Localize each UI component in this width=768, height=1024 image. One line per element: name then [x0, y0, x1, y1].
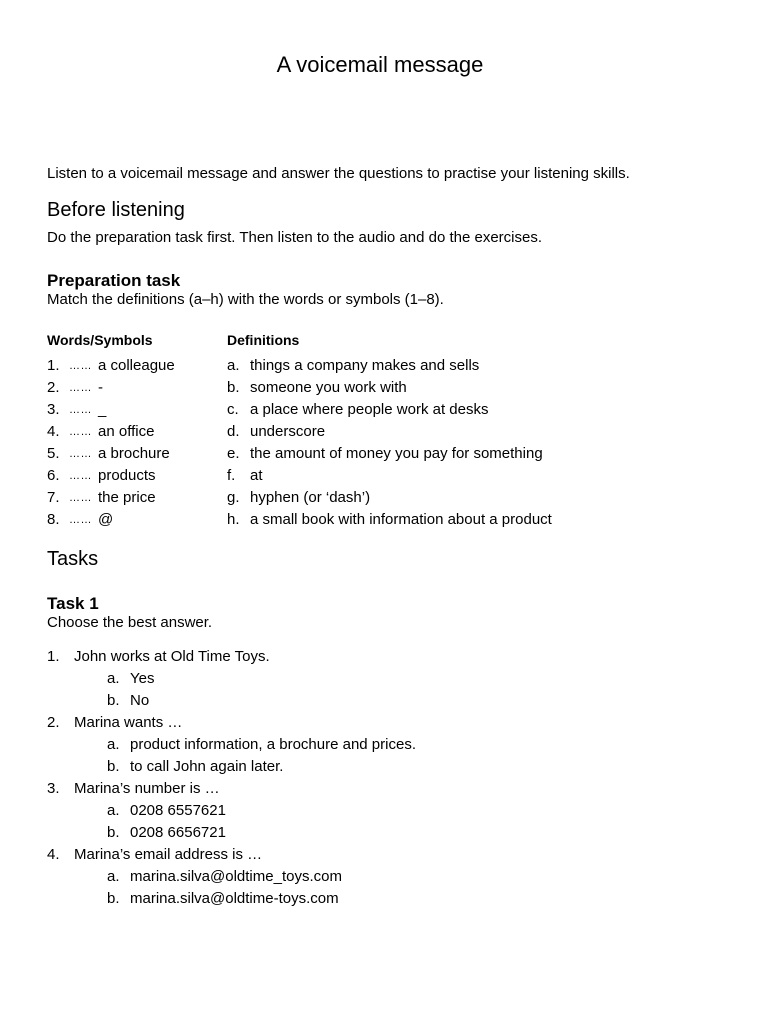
preparation-task-heading: Preparation task	[47, 271, 181, 290]
answer-option	[47, 866, 727, 888]
match-row	[47, 509, 727, 531]
answer-blank: ……	[69, 448, 92, 460]
option-letter: b.	[107, 758, 120, 775]
match-row	[47, 355, 727, 377]
question-item	[47, 844, 727, 866]
before-listening-heading: Before listening	[47, 199, 185, 221]
word-or-symbol: the price	[98, 489, 156, 506]
question-text: Marina’s number is …	[74, 780, 220, 797]
question-item	[47, 778, 727, 800]
word-number: 7.	[47, 489, 60, 506]
answer-option	[47, 734, 727, 756]
definition-letter: a.	[227, 357, 240, 374]
word-number: 6.	[47, 467, 60, 484]
answer-option	[47, 800, 727, 822]
answer-option	[47, 690, 727, 712]
option-letter: a.	[107, 868, 120, 885]
option-text: marina.silva@oldtime-toys.com	[130, 890, 339, 907]
definition-text: underscore	[250, 423, 326, 440]
match-row	[47, 399, 727, 421]
question-text: Marina wants …	[74, 714, 183, 731]
page-title: A voicemail message	[276, 52, 484, 77]
match-row	[47, 487, 727, 509]
answer-blank: ……	[69, 514, 92, 526]
option-letter: a.	[107, 736, 120, 753]
answer-blank: ……	[69, 426, 92, 438]
option-text: No	[130, 692, 150, 709]
option-letter: a.	[107, 670, 120, 687]
definition-letter: f.	[227, 467, 236, 484]
answer-blank: ……	[69, 470, 92, 482]
definitions-column-header: Definitions	[227, 332, 300, 348]
question-number: 2.	[47, 714, 60, 731]
task1-heading: Task 1	[47, 594, 99, 613]
word-number: 1.	[47, 357, 60, 374]
definition-text: things a company makes and sells	[250, 357, 480, 374]
definition-letter: c.	[227, 401, 239, 418]
match-row	[47, 421, 727, 443]
option-text: 0208 6656721	[130, 824, 226, 841]
answer-option	[47, 888, 727, 910]
word-or-symbol: a brochure	[98, 445, 170, 462]
option-text: marina.silva@oldtime_toys.com	[130, 868, 342, 885]
tasks-heading: Tasks	[47, 548, 99, 570]
option-letter: b.	[107, 824, 120, 841]
match-row	[47, 465, 727, 487]
question-number: 3.	[47, 780, 60, 797]
definition-text: hyphen (or ‘dash’)	[250, 489, 371, 506]
definition-letter: d.	[227, 423, 240, 440]
answer-blank: ……	[69, 360, 92, 372]
word-or-symbol: products	[98, 467, 156, 484]
definition-text: the amount of money you pay for something	[250, 445, 543, 462]
definition-letter: g.	[227, 489, 240, 506]
answer-blank: ……	[69, 404, 92, 416]
match-row	[47, 443, 727, 465]
answer-option	[47, 668, 727, 690]
answer-option	[47, 822, 727, 844]
preparation-task-instruction: Match the definitions (a–h) with the words or symbols (1–8).	[47, 291, 444, 308]
before-listening-text: Do the preparation task first. Then listen to the audio and do the exercises.	[47, 229, 543, 246]
definition-letter: e.	[227, 445, 240, 462]
definition-text: someone you work with	[250, 379, 407, 396]
option-letter: b.	[107, 692, 120, 709]
option-text: product information, a brochure and prices.	[130, 736, 416, 753]
option-text: 0208 6557621	[130, 802, 226, 819]
word-or-symbol: _	[98, 401, 107, 418]
definition-letter: h.	[227, 511, 240, 528]
option-letter: a.	[107, 802, 120, 819]
match-row	[47, 377, 727, 399]
definition-text: at	[250, 467, 263, 484]
task1-instruction: Choose the best answer.	[47, 614, 213, 631]
word-or-symbol: an office	[98, 423, 155, 440]
question-text: John works at Old Time Toys.	[74, 648, 270, 665]
intro-text: Listen to a voicemail message and answer the questions to practise your listening skills.	[47, 165, 630, 182]
option-letter: b.	[107, 890, 120, 907]
answer-option	[47, 756, 727, 778]
definition-text: a place where people work at desks	[250, 401, 489, 418]
option-text: to call John again later.	[130, 758, 284, 775]
word-number: 5.	[47, 445, 60, 462]
word-number: 3.	[47, 401, 60, 418]
option-text: Yes	[130, 670, 155, 687]
word-number: 4.	[47, 423, 60, 440]
definition-letter: b.	[227, 379, 240, 396]
question-item	[47, 712, 727, 734]
question-number: 4.	[47, 846, 60, 863]
answer-blank: ……	[69, 492, 92, 504]
answer-blank: ……	[69, 382, 92, 394]
word-number: 8.	[47, 511, 60, 528]
word-or-symbol: @	[98, 511, 114, 528]
definition-text: a small book with information about a product	[250, 511, 552, 528]
question-number: 1.	[47, 648, 60, 665]
word-number: 2.	[47, 379, 60, 396]
word-or-symbol: -	[98, 379, 103, 396]
question-item	[47, 646, 727, 668]
word-or-symbol: a colleague	[98, 357, 175, 374]
words-column-header: Words/Symbols	[47, 332, 153, 348]
question-text: Marina’s email address is …	[74, 846, 263, 863]
